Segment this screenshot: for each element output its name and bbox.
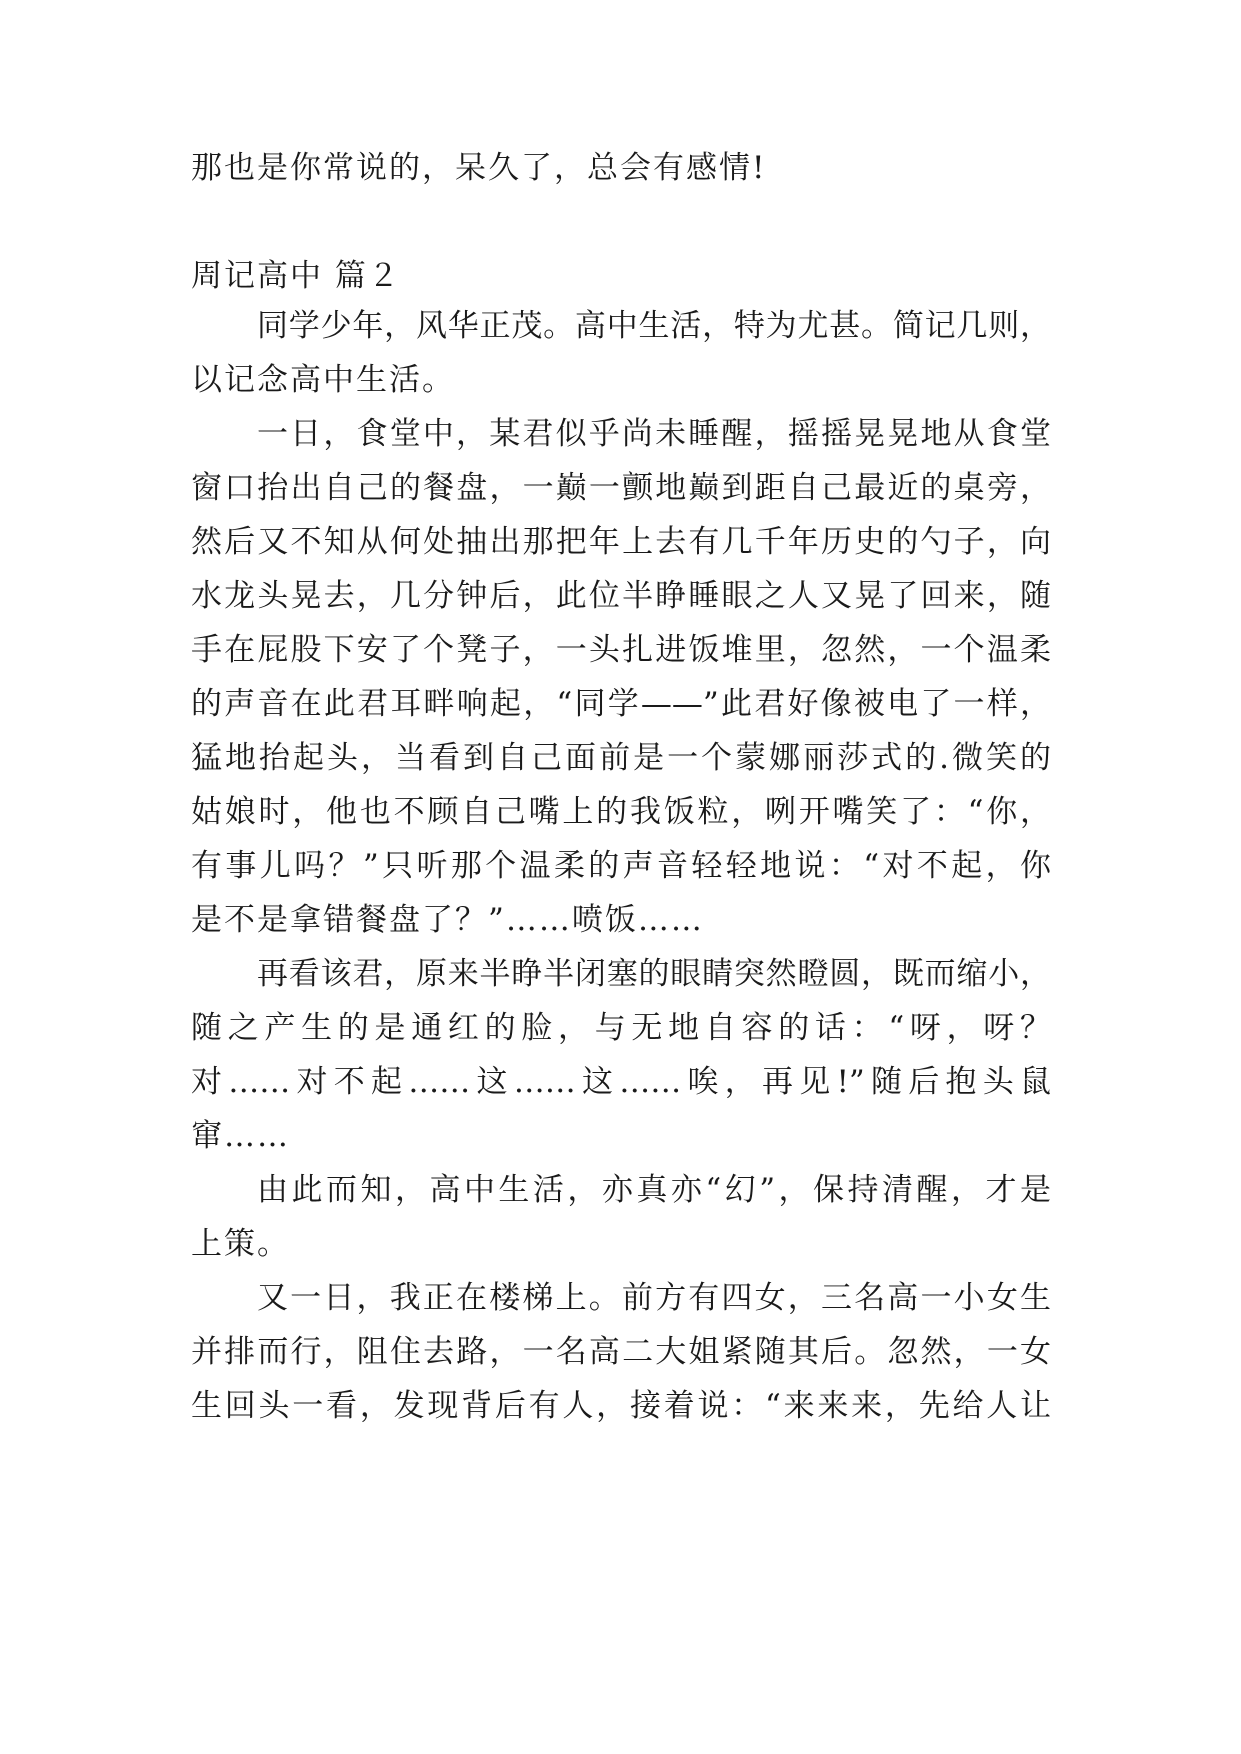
paragraph-line: 猛地抬起头，当看到自己面前是一个蒙娜丽莎式的.微笑的: [191, 740, 1051, 776]
paragraph-line: 的声音在此君耳畔响起，“同学——”此君好像被电了一样，: [191, 686, 1051, 722]
paragraph-line: 由此而知，高中生活，亦真亦“幻”，保持清醒，才是: [257, 1172, 1051, 1208]
paragraph-line: 姑娘时，他也不顾自己嘴上的我饭粒，咧开嘴笑了：“你，: [191, 794, 1051, 830]
paragraph-line: 水龙头晃去，几分钟后，此位半睁睡眼之人又晃了回来，随: [191, 578, 1051, 614]
paragraph-line: 上策。: [191, 1226, 290, 1262]
intro-line: 那也是你常说的，呆久了，总会有感情!: [191, 150, 767, 186]
paragraph-line: 同学少年，风华正茂。高中生活，特为尤甚。简记几则，: [257, 308, 1051, 344]
paragraph-line: 一日，食堂中，某君似乎尚未睡醒，摇摇晃晃地从食堂: [257, 416, 1051, 452]
section-heading: 周记高中 篇２: [191, 258, 401, 294]
paragraph-line: 又一日，我正在楼梯上。前方有四女，三名高一小女生: [257, 1280, 1051, 1316]
paragraph-line: 并排而行，阻住去路，一名高二大姐紧随其后。忽然，一女: [191, 1334, 1051, 1370]
paragraph-line: 有事儿吗？”只听那个温柔的声音轻轻地说：“对不起，你: [191, 848, 1051, 884]
paragraph-line: 手在屁股下安了个凳子，一头扎进饭堆里，忽然，一个温柔: [191, 632, 1051, 668]
paragraph-line: 是不是拿错餐盘了？”……喷饭……: [191, 902, 704, 938]
paragraph-line: 以记念高中生活。: [191, 362, 455, 398]
paragraph-line: 再看该君，原来半睁半闭塞的眼睛突然瞪圆，既而缩小，: [257, 956, 1051, 992]
paragraph-line: 窜……: [191, 1118, 290, 1154]
paragraph-line: 窗口抬出自己的餐盘，一巅一颤地巅到距自己最近的桌旁，: [191, 470, 1051, 506]
paragraph-line: 对……对不起……这……这……唉，再见!”随后抱头鼠: [191, 1064, 1051, 1100]
paragraph-line: 生回头一看，发现背后有人，接着说：“来来来，先给人让: [191, 1388, 1051, 1424]
paragraph-line: 然后又不知从何处抽出那把年上去有几千年历史的勺子，向: [191, 524, 1051, 560]
paragraph-line: 随之产生的是通红的脸，与无地自容的话：“呀，呀？: [191, 1010, 1051, 1046]
